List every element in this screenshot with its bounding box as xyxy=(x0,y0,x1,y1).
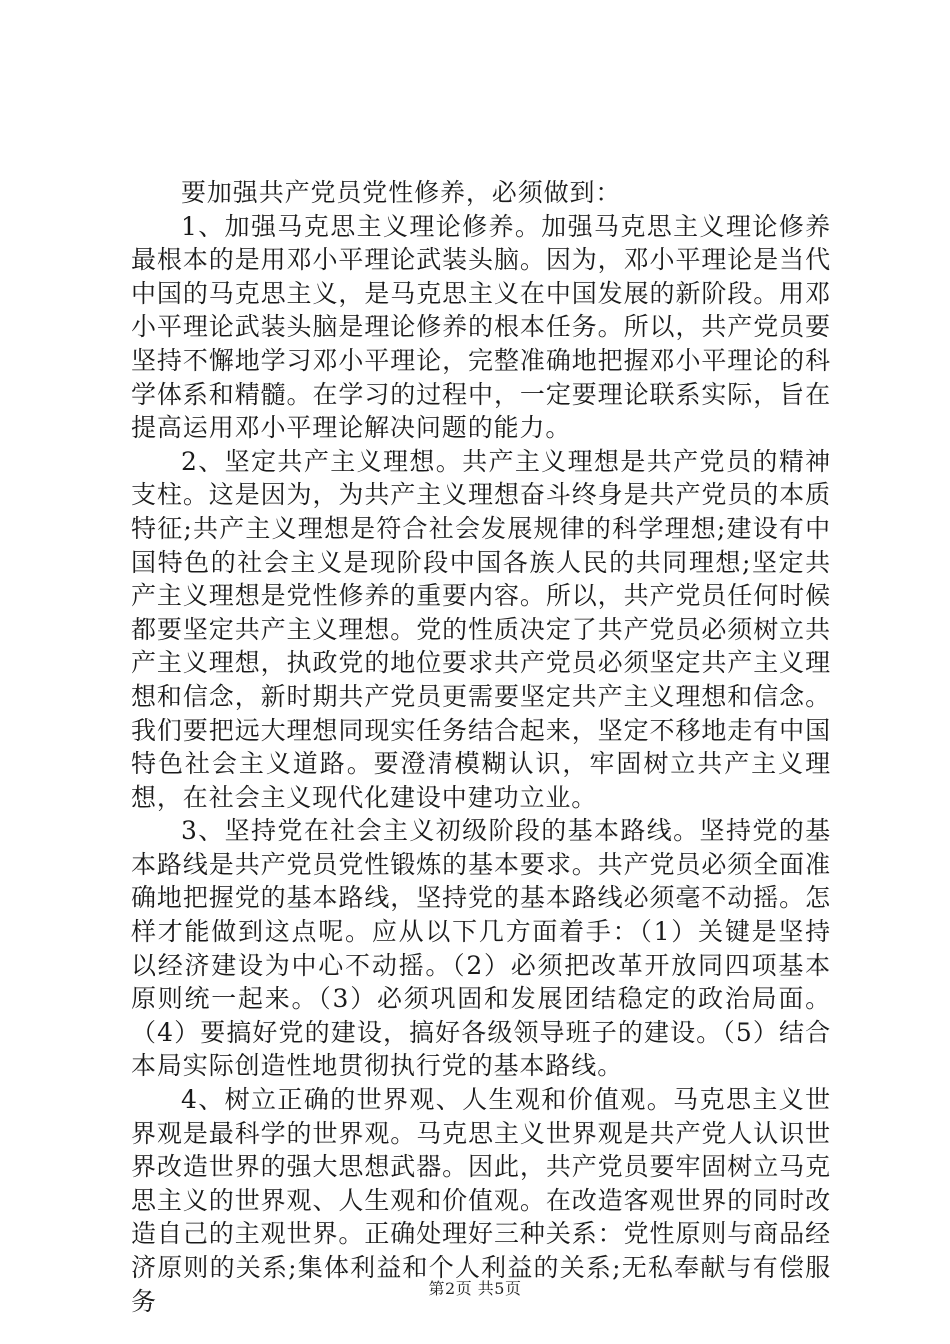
paragraph-worldview: 4、树立正确的世界观、人生观和价值观。马克思主义世界观是最科学的世界观。马克思主义世界观是共产党人认识世界改造世界的强大思想武器。因此，共产党员要牢固树立马克思主义的世界观、人生观和价值观。在改造客观世界的同时改造自己的主观世界。正确处理好三种关系：党性原则与商品经济原则的关系;集体利益和个人利益的关系;无私奉献与有偿服务 xyxy=(131,1085,831,1316)
document-body xyxy=(131,176,831,1318)
paragraph-theory-cultivation: 1、加强马克思主义理论修养。加强马克思主义理论修养最根本的是用邓小平理论武装头脑。因为，邓小平理论是当代中国的马克思主义，是马克思主义在中国发展的新阶段。用邓小平理论武装头脑是理论修养的根本任务。所以，共产党员要坚持不懈地学习邓小平理论，完整准确地把握邓小平理论的科学体系和精髓。在学习的过程中，一定要理论联系实际，旨在提高运用邓小平理论解决问题的能力。 xyxy=(131,211,831,443)
page-number-footer: 第2页 共5页 xyxy=(428,1279,522,1298)
intro-paragraph: 要加强共产党员党性修养，必须做到： xyxy=(181,178,622,207)
paragraph-basic-line: 3、坚持党在社会主义初级阶段的基本路线。坚持党的基本路线是共产党员党性锻炼的基本要求。共产党员必须全面准确地把握党的基本路线，坚持党的基本路线必须毫不动摇。怎样才能做到这点呢。应从以下几方面着手：（1）关键是坚持以经济建设为中心不动摇。（2）必须把改革开放同四项基本原则统一起来。（3）必须巩固和发展团结稳定的政治局面。（4）要搞好党的建设，搞好各级领导班子的建设。（5）结合本局实际创造性地贯彻执行党的基本路线。 xyxy=(131,816,831,1081)
paragraph-communist-ideal: 2、坚定共产主义理想。共产主义理想是共产党员的精神支柱。这是因为，为共产主义理想奋斗终身是共产党员的本质特征;共产主义理想是符合社会发展规律的科学理想;建设有中国特色的社会主义是现阶段中国各族人民的共同理想;坚定共产主义理想是党性修养的重要内容。所以，共产党员任何时候都要坚定共产主义理想。党的性质决定了共产党员必须树立共产主义理想，执政党的地位要求共产党员必须坚定共产主义理想和信念，新时期共产党员更需要坚定共产主义理想和信念。我们要把远大理想同现实任务结合起来，坚定不移地走有中国特色社会主义道路。要澄清模糊认识，牢固树立共产主义理想，在社会主义现代化建设中建功立业。 xyxy=(131,446,831,812)
